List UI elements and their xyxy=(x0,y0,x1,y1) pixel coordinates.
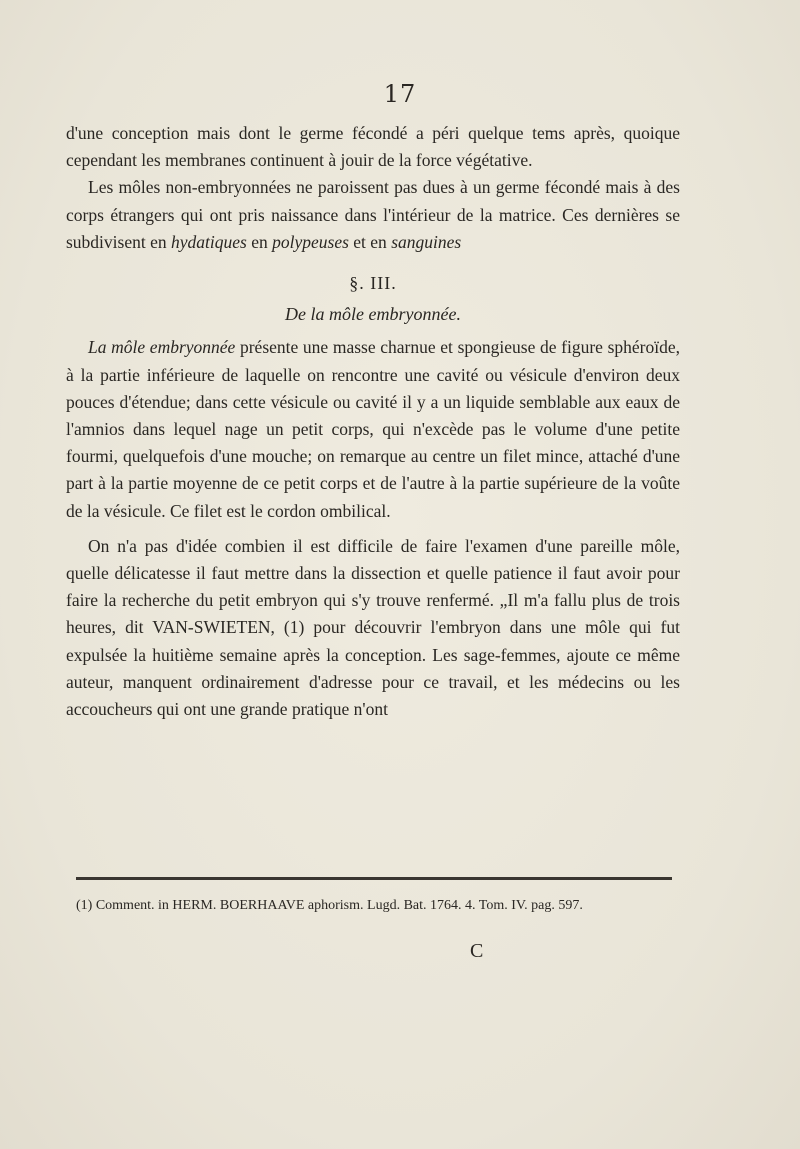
paragraph-2-text: Les môles non-embryonnées ne paroissent pas dues à un germe fécondé mais à des corps étrangers qui ont pris naissance dans l'intérieur de la matrice. Ces dernières se subdivisent en xyxy=(66,177,680,252)
footnote: (1) Comment. in HERM. BOERHAAVE aphorism. Lugd. Bat. 1764. 4. Tom. IV. pag. 597. xyxy=(76,898,583,913)
paragraph-2-conj-1: en xyxy=(246,231,273,252)
paragraph-spacer xyxy=(66,525,680,533)
term-sanguines: sanguines xyxy=(391,231,462,252)
footnote-rule xyxy=(76,877,672,880)
paragraph-3-text: présente une masse charnue et spongieuse de figure sphéroïde, à la partie inférieure de laquelle on rencontre une cavité ou vésicule d'environ deux pouces d'étendue; dans cette vésicule ou cavité il y a un liquide semblable aux eaux de l'amnios dans lequel nage un petit corps, qui n'excède pas le volume d'une petite fourmi, quelquefois d'une mouche; on remarque au centre un filet mince, attaché d'une part à la partie moyenne de ce petit corps et de l'autre à la partie supérieure de la voûte de la vésicule. Ce filet est le cordon ombilical. xyxy=(66,337,680,521)
paragraph-2-conj-2: et en xyxy=(348,231,392,252)
body-text xyxy=(66,120,680,723)
page-number: 17 xyxy=(383,80,417,108)
paragraph-2 xyxy=(66,174,680,256)
paragraph-4: On n'a pas d'idée combien il est difficile de faire l'examen d'une pareille môle, quelle délicatesse il faut mettre dans la dissection et quelle patience il faut avoir pour faire la recherche du petit embryon qui s'y trouve renfermé. „Il m'a fallu plus de trois heures, dit VAN-SWIETEN, (1) pour découvrir l'embryon dans une môle qui fut expulsée la huitième semaine après la conception. Les sage-femmes, ajoute ce même auteur, manquent ordinairement d'adresse pour ce travail, et les médecins ou les accoucheurs qui ont une grande pratique n'ont xyxy=(66,535,680,720)
section-number: §. III. xyxy=(349,273,397,294)
signature-mark: C xyxy=(470,940,484,962)
paragraph-3 xyxy=(66,334,680,524)
term-polypeuses: polypeuses xyxy=(272,231,349,252)
paragraph-1: d'une conception mais dont le germe fécondé a péri quelque tems après, quoique cependant les membranes continuent à jouir de la force végétative. xyxy=(66,123,680,171)
section-title: De la môle embryonnée. xyxy=(285,304,461,325)
paragraph-3-lead: La môle embryonnée xyxy=(88,337,236,358)
term-hydatiques: hydatiques xyxy=(171,231,247,252)
